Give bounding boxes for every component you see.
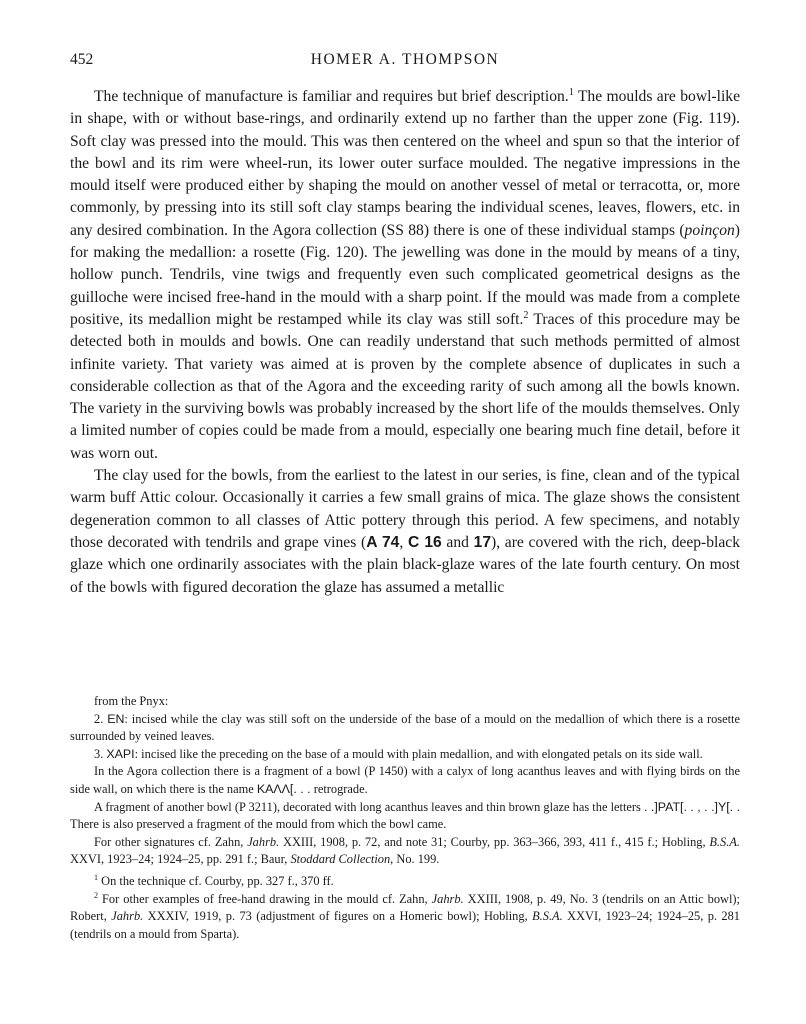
text-run: retrograde.	[310, 781, 368, 796]
note-signatures	[70, 834, 740, 869]
inscription: ΕΝ	[107, 711, 125, 726]
note-item-3	[70, 746, 740, 764]
journal-title: B.S.A.	[709, 834, 740, 849]
footnote-ref-1: 1	[568, 86, 574, 98]
journal-title: Jahrb.	[111, 909, 144, 924]
text-run: For other signatures cf. Zahn,	[94, 834, 248, 849]
journal-title: Jahrb.	[247, 834, 280, 849]
paragraph-clay	[70, 465, 740, 599]
footnote-2	[70, 891, 740, 944]
note-item-2	[70, 711, 740, 746]
text-run: On the technique cf. Courby, pp. 327 f., 370 ff.	[98, 873, 334, 888]
text-run: , No. 199.	[390, 852, 440, 867]
text-run: : incised while the clay was still soft on the underside of the base of a mould on the medallion of which there is a rosette surrounded by veined leaves.	[70, 711, 741, 744]
text-run: ) for making the medallion: a rosette (Fig. 120). The jewelling was done in the mould by means of a tiny, hollow punch. Tendrils, vine twigs and frequently even such complicated geometrical designs as the guilloche were incised free-hand in the mould with a sharp point. If the mould was made from a complete positive, its medallion might be restamped while its clay was still soft.	[70, 221, 740, 328]
text-run: The clay used for the bowls, from the earliest to the latest in our series, is fine, clean and of the typical warm buff Attic colour. Occasionally it carries a few small grains of mica. The glaze shows the consistent degeneration common to all classes of Attic pottery through this period. A few specimens, and notably those decorated with tendrils and grape vines (	[70, 467, 740, 551]
text-run: A fragment of another bowl (P 3211), decorated with long acanthus leaves and thin brown glaze has the letters	[94, 799, 644, 814]
collection-title: Stoddard Collection	[290, 852, 391, 867]
text-run: : incised like the preceding on the base of a mould with plain medallion, and with elongated petals on its side wall.	[134, 746, 703, 761]
text-run: ), are covered with the rich, deep-black glaze which one ordinarily associates with the plain black-glaze wares of the late fourth century. On most of the bowls with figured decoration the glaze has assumed a metallic	[70, 533, 740, 596]
text-run: The technique of manufacture is familiar and requires but brief description.	[94, 88, 569, 105]
footnotes	[70, 693, 740, 943]
running-title: HOMER A. THOMPSON	[310, 51, 500, 68]
catalogue-ref: A 74	[366, 533, 400, 551]
term-poincon: poinçon	[684, 221, 735, 239]
inscription: ΧΑΡΙ	[106, 746, 135, 761]
running-header	[70, 51, 740, 73]
text-run: XXVI, 1923–24; 1924–25, pp. 291 f.; Baur,	[70, 852, 291, 867]
inscription: ΚΑΛΛ[. . .	[256, 781, 311, 796]
catalogue-ref: 17	[473, 533, 491, 551]
text-run: XXIII, 1908, p. 49, No. 3 (tendrils on an Attic bowl); Robert,	[70, 891, 740, 924]
main-text	[70, 86, 740, 599]
text-run: XXVI, 1923–24; 1924–25, p. 281 (tendrils on a mould from Sparta).	[70, 909, 741, 941]
text-run: 2.	[94, 711, 108, 726]
page-number: 452	[70, 51, 94, 68]
footnote-1	[70, 873, 740, 891]
inscription: . .]ΡΑΤ[. . , . .]Υ[. .	[643, 799, 741, 814]
paragraph-technique	[70, 86, 740, 465]
text-run: In the Agora collection there is a fragment of a bowl (P 1450) with a calyx of long acanthus leaves and with flying birds on the side wall, on which there is the name	[70, 764, 740, 796]
text-run: XXIII, 1908, p. 72, and note 31; Courby, pp. 363–366, 393, 411 f., 415 f.; Hobling,	[279, 834, 710, 849]
note-agora	[70, 763, 740, 798]
text-run: XXXIV, 1919, p. 73 (adjustment of figures on a Homeric bowl); Hobling,	[143, 909, 533, 924]
text-run: For other examples of free-hand drawing in the mould cf. Zahn,	[98, 891, 432, 906]
footnote-number: 2	[94, 890, 99, 900]
note-intro: from the Pnyx:	[94, 694, 169, 708]
footnote-ref-2: 2	[523, 309, 529, 321]
footnote-number: 1	[94, 872, 99, 882]
text-run: ,	[399, 533, 408, 551]
text-run: There is also preserved a fragment of the mould from which the bowl came.	[70, 817, 447, 832]
text-run: 3.	[94, 746, 107, 761]
catalogue-ref: C 16	[407, 533, 442, 551]
note-fragment	[70, 799, 740, 834]
journal-title: B.S.A.	[532, 909, 563, 924]
journal-title: Jahrb.	[431, 891, 464, 906]
text-run: The moulds are bowl-like in shape, with or without base-rings, and ordinarily extend up no farther than the upper zone (Fig. 119). Soft clay was pressed into the mould. This was then centered on the wheel and spun so that the interior of the bowl and its rim were wheel-run, its lower outer surface moulded. The negative impressions in the mould itself were produced either by shaping the mould on another vessel of metal or terracotta, or, more commonly, by pressing into its still soft clay stamps bearing the individual scenes, leaves, flowers, etc. in any desired combination. In the Agora collection (SS 88) there is one of these individual stamps (	[70, 88, 740, 239]
text-run: and	[441, 533, 474, 551]
text-run: Traces of this procedure may be detected both in moulds and bowls. One can readily understand that such methods permitted of almost infinite variety. That variety was aimed at is proven by the complete absence of duplicates in such a considerable collection as that of the Agora and the exceeding rarity of such among all the bowls known. The variety in the surviving bowls was probably increased by the short life of the moulds themselves. Only a limited number of copies could be made from a mould, especially one bearing much fine detail, before it was worn out.	[70, 310, 740, 462]
